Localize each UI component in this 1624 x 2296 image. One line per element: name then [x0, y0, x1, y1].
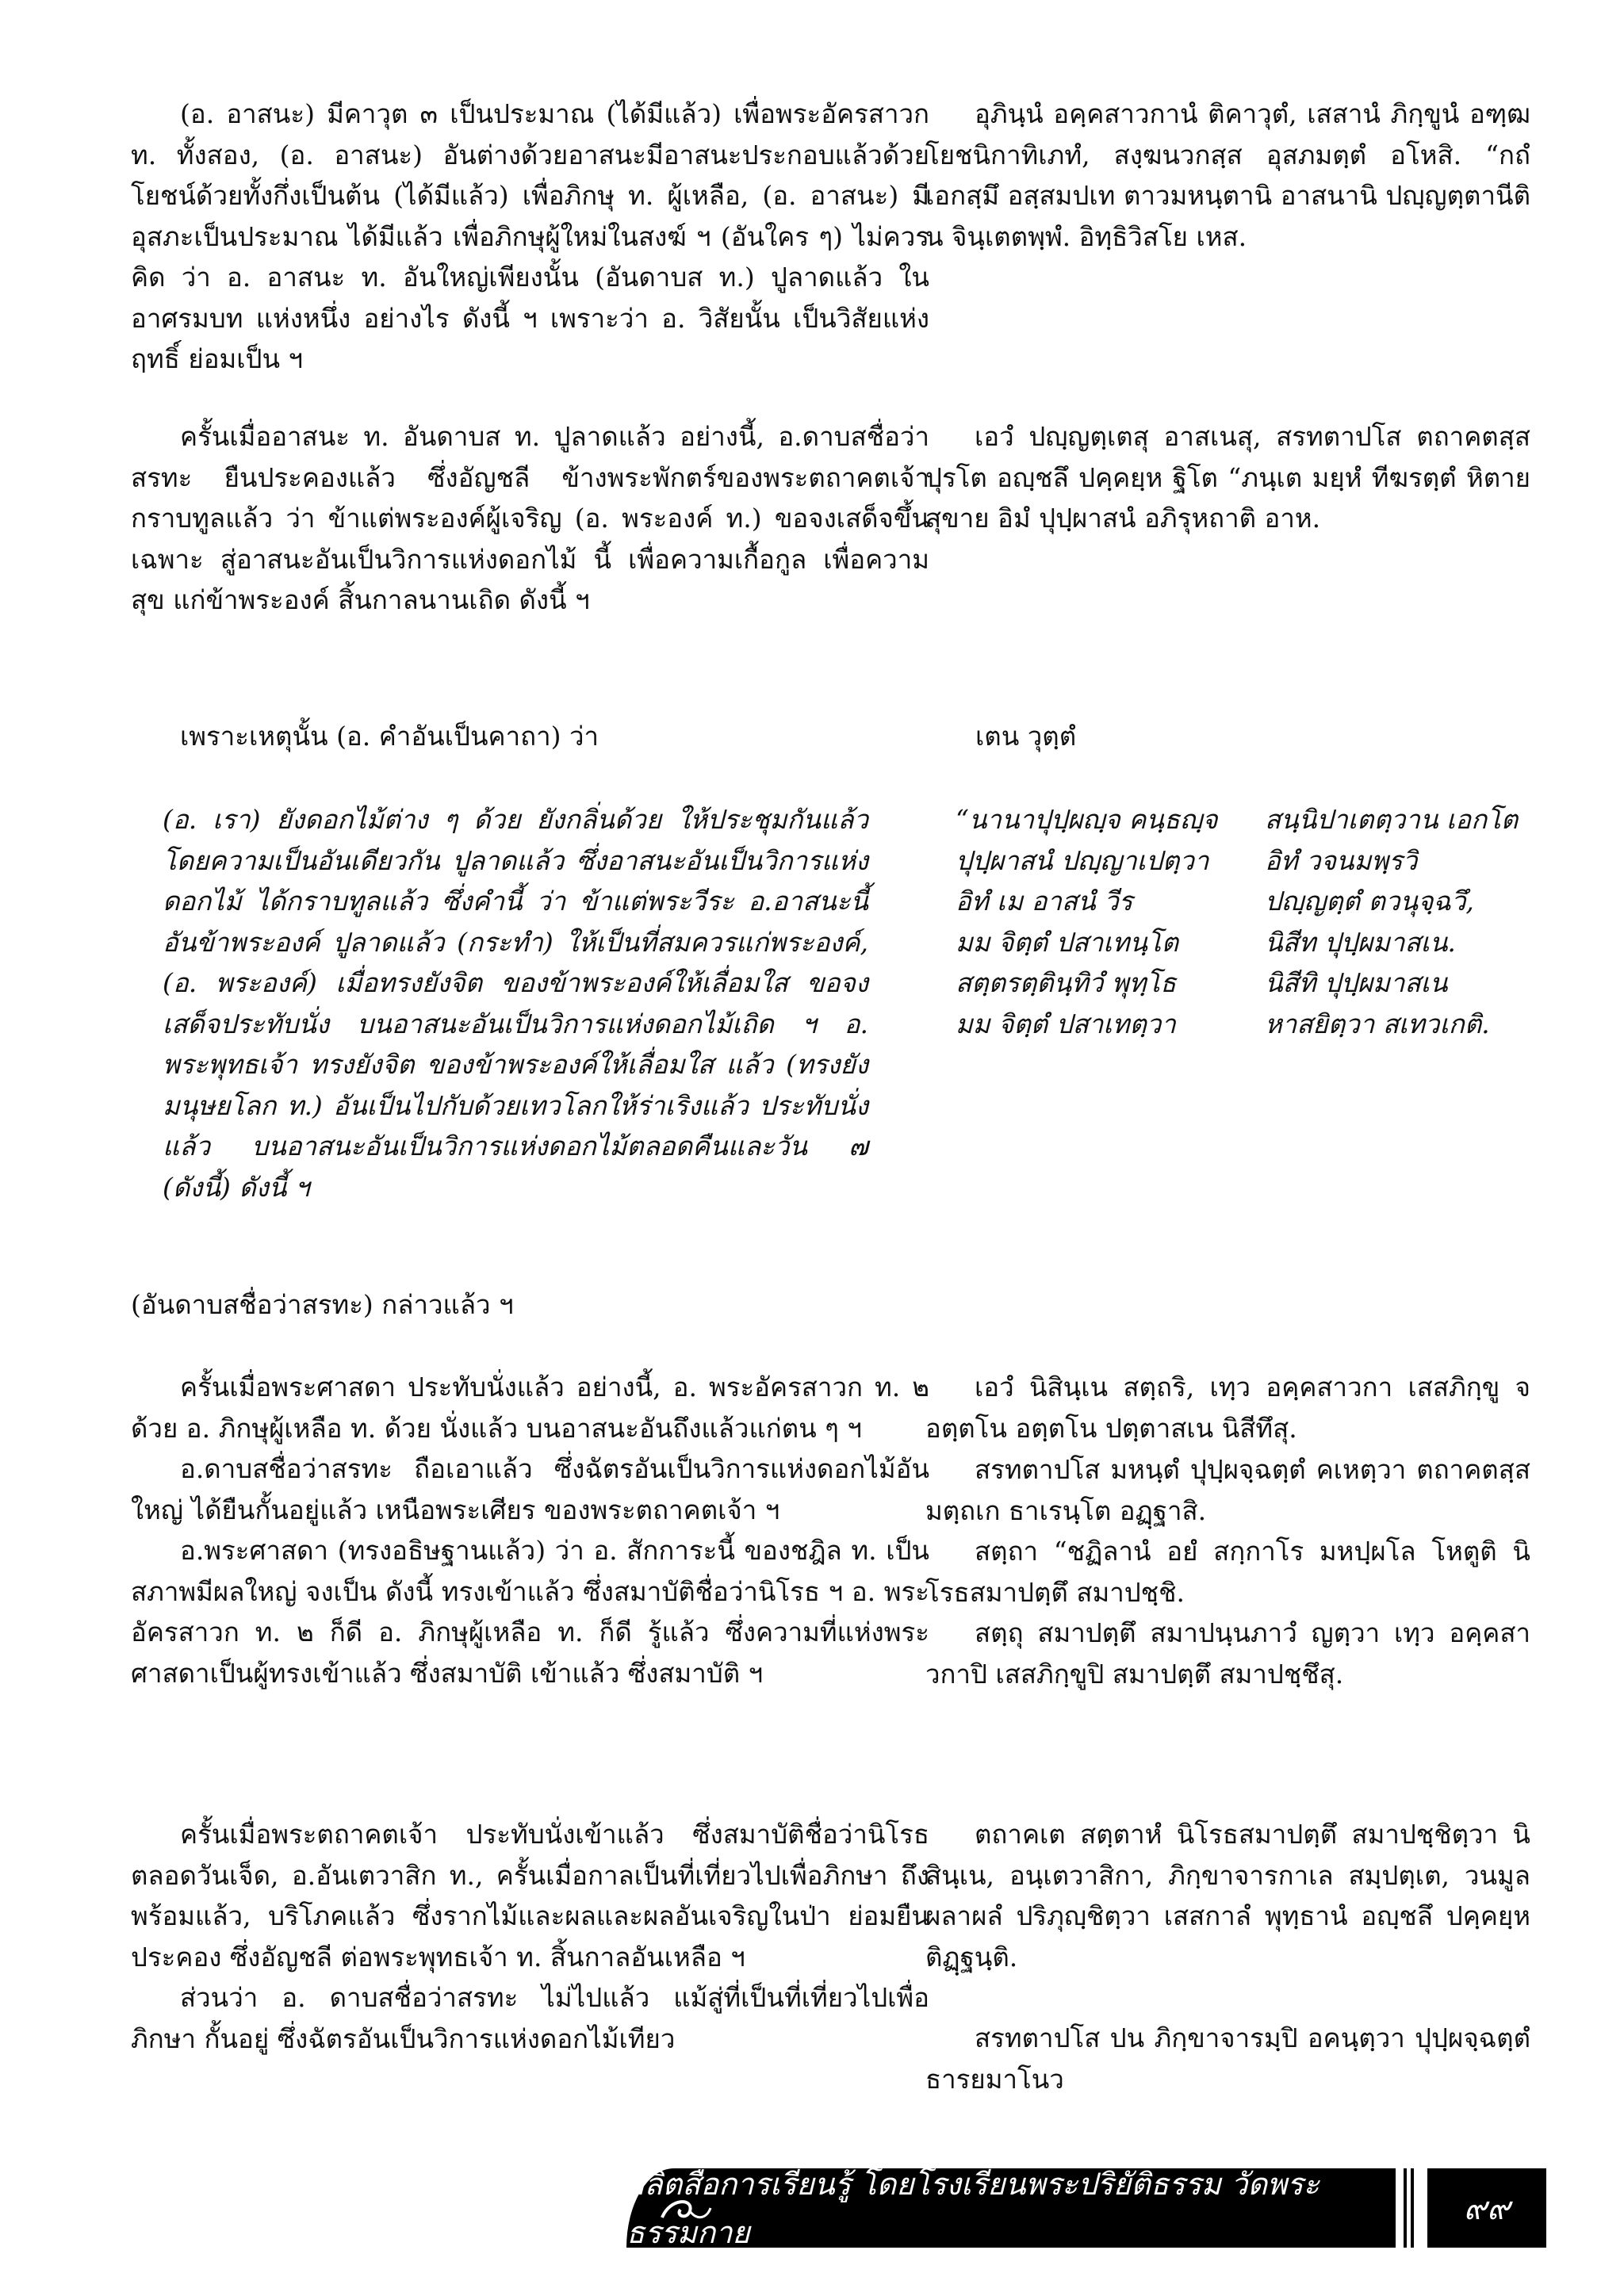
verse-first-half: มม จิตฺตํ ปสาเทนฺโต [956, 926, 1179, 958]
paragraph-text: ครั้นเมื่อพระตถาคตเจ้า ประทับนั่งเข้าแล้ว ซึ่งสมาบัติชื่อว่านิโรธ ตลอดวันเจ็ด, อ.อันเตวาสิก ท., ครั้นเมื่อกาลเป็นที่เที่ยวไปเพื่อภิกษา ถึงพร้อมแล้ว, บริโภคแล้ว ซึ่งรากไม้และผลและผลอันเจริญในป่า ย่อมยืนประคอง ซึ่งอัญชลี ต่อพระพุทธเจ้า ท. สิ้นกาลอันเหลือ ฯ [131, 1819, 929, 1973]
left-paragraph-6 [131, 1814, 929, 2059]
pali-verse [925, 799, 1560, 1044]
verse-first-half: มม จิตฺตํ ปสาเทตฺวา [956, 1008, 1176, 1039]
paragraph-text: ครั้นเมื่ออาสนะ ท. อันดาบส ท. ปูลาดแล้ว อย่างนี้, อ.ดาบสชื่อว่าสรทะ ยืนประคองแล้ว ซึ่งอัญชลี ข้างพระพักตร์ของพระตถาคตเจ้า กราบทูลแล้ว ว่า ข้าแต่พระองค์ผู้เจริญ (อ. พระองค์ ท.) ขอจงเสด็จขึ้นเฉพาะ สู่อาสนะอันเป็นวิการแห่งดอกไม้ นี้ เพื่อความเกื้อกูล เพื่อความสุข แก่ข้าพระองค์ สิ้นกาลนานเถิด ดังนี้ ฯ [131, 421, 929, 615]
verse-second-half: ปญฺญตฺตํ ตวนุจฺฉวึ, [1265, 886, 1474, 916]
right-paragraph-1 [925, 94, 1530, 257]
paragraph-text: ครั้นเมื่อพระศาสดา ประทับนั่งแล้ว อย่างนี้, อ. พระอัครสาวก ท. ๒ ด้วย อ. ภิกษุผู้เหลือ ท. ด้วย นั่งแล้ว บนอาสนะอันถึงแล้วแก่ตน ๆ ฯ [131, 1372, 929, 1444]
tena-heading: เตน วุตฺตํ [975, 721, 1077, 752]
left-paragraph-1 [131, 94, 929, 380]
footer-divider [1404, 2168, 1416, 2248]
verse-first-half: ปุปฺผาสนํ ปญฺญาเปตฺวา [956, 844, 1209, 876]
verse-line [925, 922, 1560, 963]
verse-line [925, 840, 1560, 882]
paragraph-text: สรทตาปโส มหนฺตํ ปุปฺผจฺฉตฺตํ คเหตฺวา ตถาคตสฺส มตฺถเก ธาเรนฺโต อฏฺฐาสิ. [925, 1454, 1530, 1526]
right-paragraph-2 [925, 416, 1530, 539]
verse-second-half: อิทํ วจนมพฺรวิ [1265, 844, 1418, 876]
page-number: ๙๙ [1427, 2168, 1546, 2248]
right-paragraph-8 [925, 2018, 1530, 2099]
divider-bar [1411, 2168, 1414, 2248]
paragraph-text: ตถาคเต สตฺตาหํ นิโรธสมาปตฺตึ สมาปชฺชิตฺวา นิสินฺเน, อนฺเตวาสิกา, ภิกฺขาจารกาเล สมฺปตฺเต, วนมูลผลาผลํ ปริภุญฺชิตฺวา เสสกาลํ พุทฺธานํ อญฺชลึ ปคฺคยฺห ติฏฺฐนฺติ. [925, 1819, 1530, 1973]
because-heading: เพราะเหตุนั้น (อ. คำอันเป็นคาถา) ว่า [180, 721, 599, 752]
verse-line [925, 799, 1560, 840]
verse-first-half: สตฺตรตฺตินฺทิวํ พุทฺโธ [956, 967, 1177, 998]
paragraph-text: สรทตาปโส ปน ภิกฺขาจารมฺปิ อคนฺตฺวา ปุปฺผจฺฉตฺตํ ธารยมาโนว [925, 2022, 1530, 2095]
paragraph-text: ส่วนว่า อ. ดาบสชื่อว่าสรทะ ไม่ไปแล้ว แม้สู่ที่เป็นที่เที่ยวไปเพื่อภิกษา กั้นอยู่ ซึ่งฉัตรอันเป็นวิการแห่งดอกไม้เทียว [131, 1982, 929, 2054]
footer-banner [626, 2168, 1396, 2248]
verse-second-half: หาสยิตฺวา สเทวเกติ. [1265, 1008, 1490, 1039]
verse-second-half: สนฺนิปาเตตฺวาน เอกโต [1265, 804, 1519, 835]
verse-line [925, 1004, 1560, 1045]
verse-translation-text: (อ. เรา) ยังดอกไม้ต่าง ๆ ด้วย ยังกลิ่นด้วย ให้ประชุมกันแล้ว โดยความเป็นอันเดียวกัน ปูลาดแล้ว ซึ่งอาสนะอันเป็นวิการแห่งดอกไม้ ได้กราบทูลแล้ว ซึ่งคำนี้ ว่า ข้าแต่พระวีระ อ.อาสนะนี้ อันข้าพระองค์ ปูลาดแล้ว (กระทำ) ให้เป็นที่สมควรแก่พระองค์, (อ. พระองค์) เมื่อทรงยังจิต ของข้าพระองค์ให้เลื่อมใส ขอจงเสด็จประทับนั่ง บนอาสนะอันเป็นวิการแห่งดอกไม้เถิด ฯ อ. พระพุทธเจ้า ทรงยังจิต ของข้าพระองค์ให้เลื่อมใส แล้ว (ทรงยังมนุษยโลก ท.) อันเป็นไปกับด้วยเทวโลกให้ร่าเริงแล้ว ประทับนั่งแล้ว บนอาสนะอันเป็นวิการแห่งดอกไม้ตลอดคืนและวัน ๗ (ดังนี้) ดังนี้ ฯ [163, 804, 868, 1203]
paragraph-text: อ.ดาบสชื่อว่าสรทะ ถือเอาแล้ว ซึ่งฉัตรอันเป็นวิการแห่งดอกไม้อันใหญ่ ได้ยืนกั้นอยู่แล้ว เหนือพระเศียร ของพระตถาคตเจ้า ฯ [131, 1453, 929, 1525]
page-footer [626, 2168, 1546, 2248]
swirl-ornament-icon [658, 2194, 714, 2225]
paragraph-text: อุภินฺนํ อคฺคสาวกานํ ติคาวุตํ, เสสานํ ภิกฺขูนํ อฑฺฒโยชนิกาทิเภทํ, สงฺฆนวกสฺส อุสภมตฺตํ อโหสิ. “กถํ เอกสฺมึ อสฺสมปเท ตาวมหนฺตานิ อาสนานิ ปญฺญตฺตานีติ น จินฺเตตพฺพํ. อิทฺธิวิสโย เหส. [925, 98, 1530, 252]
verse-line [925, 962, 1560, 1004]
left-paragraph-3 [131, 1367, 929, 1693]
left-verse-translation [163, 799, 868, 1207]
right-paragraph-4 [925, 1449, 1530, 1694]
left-paragraph-2 [131, 416, 929, 621]
paragraph-text: อ.พระศาสดา (ทรงอธิษฐานแล้ว) ว่า อ. สักการะนี้ ของชฎิล ท. เป็นสภาพมีผลใหญ่ จงเป็น ดังนี้ ทรงเข้าแล้ว ซึ่งสมาบัติชื่อว่านิโรธ ฯ อ. พระอัครสาวก ท. ๒ ก็ดี อ. ภิกษุผู้เหลือ ท. ก็ดี รู้แล้ว ซึ่งความที่แห่งพระศาสดาเป็นผู้ทรงเข้าแล้ว ซึ่งสมาบัติ เข้าแล้ว ซึ่งสมาบัติ ฯ [131, 1535, 929, 1689]
paragraph-text: เอวํ นิสินฺเน สตฺถริ, เทฺว อคฺคสาวกา เสสภิกฺขู จ อตฺตโน อตฺตโน ปตฺตาสเน นิสีทึสุ. [925, 1372, 1530, 1444]
paragraph-text: สตฺถา “ชฏิลานํ อยํ สกฺกาโร มหปฺผโล โหตูติ นิโรธสมาปตฺตึ สมาปชฺชิ. [925, 1536, 1530, 1608]
paragraph-text: (อ. อาสนะ) มีคาวุต ๓ เป็นประมาณ (ได้มีแล้ว) เพื่อพระอัครสาวก ท. ทั้งสอง, (อ. อาสนะ) อันต่างด้วยอาสนะมีอาสนะประกอบแล้วด้วยโยชน์ด้วยทั้งกึ่งเป็นต้น (ได้มีแล้ว) เพื่อภิกษุ ท. ผู้เหลือ, (อ. อาสนะ) มีอุสภะเป็นประมาณ ได้มีแล้ว เพื่อภิกษุผู้ใหม่ในสงฆ์ ฯ (อันใคร ๆ) ไม่ควรคิด ว่า อ. อาสนะ ท. อันใหญ่เพียงนั้น (อันดาบส ท.) ปูลาดแล้ว ในอาศรมบท แห่งหนึ่ง อย่างไร ดังนี้ ฯ เพราะว่า อ. วิสัยนั้น เป็นวิสัยแห่งฤทธิ์ ย่อมเป็น ฯ [131, 98, 929, 374]
verse-first-half: “นานาปุปฺผญฺจ คนฺธญฺจ [956, 804, 1218, 835]
verse-second-half: นิสีทิ ปุปฺผมาสเน [1265, 967, 1448, 998]
verse-second-half: นิสีท ปุปฺผมาสเน. [1265, 926, 1456, 958]
right-paragraph-3 [925, 1367, 1530, 1448]
said-line: (อันดาบสชื่อว่าสรทะ) กล่าวแล้ว ฯ [131, 1289, 514, 1320]
footer-caption: ผลิตสื่อการเรียนรู้ โดยโรงเรียนพระปริยัติธรรม วัดพระธรรมกาย [626, 2167, 1320, 2250]
right-paragraph-7 [925, 1814, 1530, 1977]
verse-first-half: อิทํ เม อาสนํ วีร [956, 886, 1133, 916]
verse-line [925, 881, 1560, 922]
divider-bar [1404, 2168, 1407, 2248]
paragraph-text: สตฺถุ สมาปตฺตึ สมาปนฺนภาวํ ญตฺวา เทฺว อคฺคสาวกาปิ เสสภิกฺขูปิ สมาปตฺตึ สมาปชฺชึสุ. [925, 1617, 1530, 1689]
paragraph-text: เอวํ ปญฺญตฺเตสุ อาสเนสุ, สรทตาปโส ตถาคตสฺส ปุรโต อญฺชลึ ปคฺคยฺห ฐิโต “ภนฺเต มยฺหํ ทีฆรตฺตํ หิตาย สุขาย อิมํ ปุปฺผาสนํ อภิรุหถาติ อาห. [925, 421, 1530, 534]
